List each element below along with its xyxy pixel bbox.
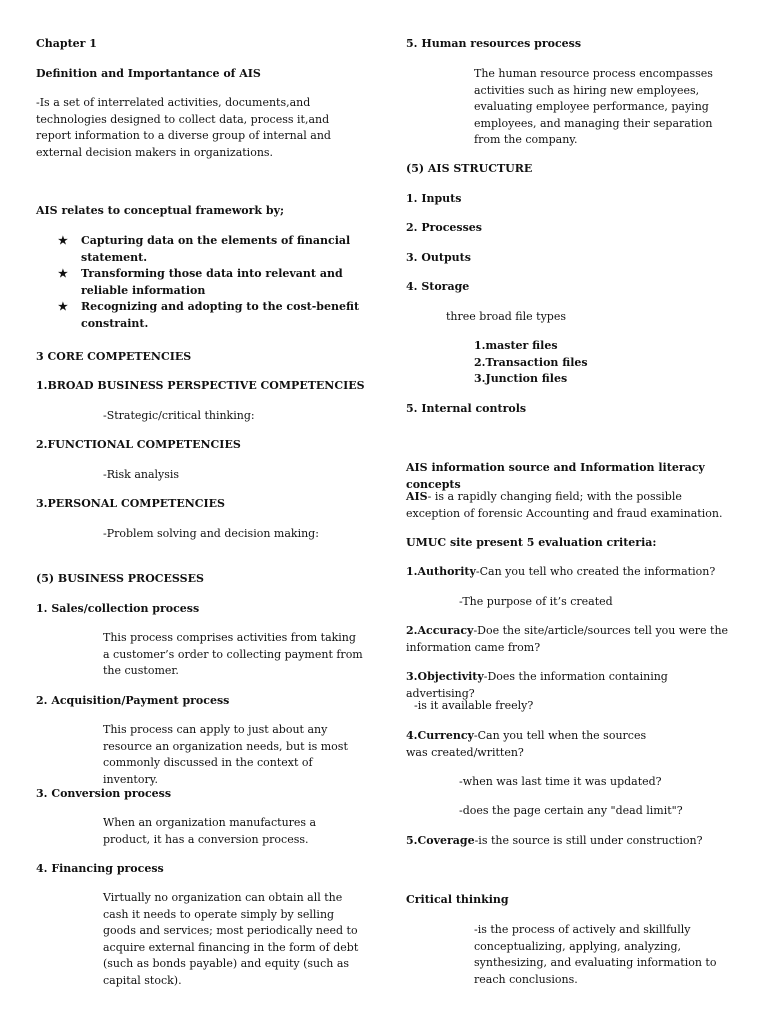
file-types-list bbox=[474, 338, 588, 388]
structure-item-internal-controls: 5. Internal controls bbox=[406, 402, 527, 415]
structure-item-processes: 2. Processes bbox=[406, 221, 482, 234]
critical-thinking-heading: Critical thinking bbox=[406, 893, 509, 906]
ais-definition: AIS- is a rapidly changing field; with the possible exception of forensic Accounting and fraud examination. bbox=[406, 490, 723, 520]
star-bullet-icon: ★ bbox=[58, 267, 68, 280]
competency-3-heading: 3.PERSONAL COMPETENCIES bbox=[36, 497, 225, 510]
process-4-heading: 4. Financing process bbox=[36, 862, 164, 875]
umuc-criteria-heading: UMUC site present 5 evaluation criteria: bbox=[406, 536, 657, 549]
framework-heading: AIS relates to conceptual framework by; bbox=[36, 204, 285, 217]
criterion-authority-detail: -The purpose of it’s created bbox=[459, 595, 613, 608]
criterion-accuracy: 2.Accuracy-Doe the site/article/sources tell you were the information came from? bbox=[406, 624, 729, 654]
process-3-text: When an organization manufactures a product, it has a conversion process. bbox=[103, 816, 317, 846]
process-1-heading: 1. Sales/collection process bbox=[36, 602, 200, 615]
structure-item-outputs: 3. Outputs bbox=[406, 251, 471, 264]
competency-3-detail: -Problem solving and decision making: bbox=[103, 527, 319, 540]
structure-item-storage: 4. Storage bbox=[406, 280, 470, 293]
competency-2-detail: -Risk analysis bbox=[103, 468, 180, 481]
criterion-currency: 4.Currency-Can you tell when the sources was created/written? bbox=[406, 729, 647, 759]
competency-2-heading: 2.FUNCTIONAL COMPETENCIES bbox=[36, 438, 241, 451]
process-1-text: This process comprises activities from taking a customer’s order to collecting payment from the customer. bbox=[103, 631, 363, 677]
competency-1-detail: -Strategic/critical thinking: bbox=[103, 409, 255, 422]
chapter-title: Chapter 1 bbox=[36, 37, 97, 50]
definition-text: -Is a set of interrelated activities, documents,and technologies designed to collect data, process it,and report information to a diverse group of internal and external decision makers in organizations. bbox=[36, 96, 331, 159]
framework-item: ★ Recognizing and adopting to the cost-benefit constraint. bbox=[58, 300, 360, 330]
file-type-item: 1.master files bbox=[474, 339, 558, 352]
criterion-currency-detail-2: -does the page certain any "dead limit"? bbox=[459, 804, 683, 817]
criterion-currency-detail-1: -when was last time it was updated? bbox=[459, 775, 662, 788]
criterion-authority: 1.Authority-Can you tell who created the information? bbox=[406, 565, 716, 578]
criterion-objectivity-detail: -is it available freely? bbox=[414, 699, 534, 712]
structure-item-inputs: 1. Inputs bbox=[406, 192, 462, 205]
file-type-item: 2.Transaction files bbox=[474, 355, 588, 369]
process-2-text: This process can apply to just about any resource an organization needs, but is most commonly discussed in the context of inventory. bbox=[103, 723, 348, 786]
definition-heading: Definition and Importantance of AIS bbox=[36, 67, 261, 80]
process-5-heading: 5. Human resources process bbox=[406, 37, 582, 50]
criterion-coverage: 5.Coverage-is the source is still under construction? bbox=[406, 834, 703, 847]
star-bullet-icon: ★ bbox=[58, 300, 68, 313]
framework-item: ★ Capturing data on the elements of financial statement. bbox=[58, 234, 351, 264]
critical-thinking-text: -is the process of actively and skillfully conceptualizing, applying, analyzing, synthesizing, and evaluating information to reach conclusions. bbox=[474, 923, 717, 986]
framework-item: ★ Transforming those data into relevant and reliable information bbox=[58, 267, 343, 297]
criterion-objectivity: 3.Objectivity-Does the information containing advertising? bbox=[406, 670, 668, 700]
process-4-text: Virtually no organization can obtain all the cash it needs to operate simply by selling goods and services; most periodically need to acquire external financing in the form of debt (such as bonds payable) and equity (such as capital stock). bbox=[103, 891, 359, 987]
star-bullet-icon: ★ bbox=[58, 234, 68, 247]
process-2-heading: 2. Acquisition/Payment process bbox=[36, 694, 230, 707]
core-competencies-heading: 3 CORE COMPETENCIES bbox=[36, 350, 192, 363]
process-5-text: The human resource process encompasses activities such as hiring new employees, evaluating employee performance, paying employees, and managing their separation from the company. bbox=[474, 67, 713, 146]
info-literacy-heading: AIS information source and Information literacy concepts bbox=[406, 461, 705, 491]
business-processes-heading: (5) BUSINESS PROCESSES bbox=[36, 572, 204, 585]
process-3-heading: 3. Conversion process bbox=[36, 787, 172, 800]
file-type-item: 3.Junction files bbox=[474, 372, 568, 385]
framework-list bbox=[36, 233, 372, 332]
file-types-intro: three broad file types bbox=[446, 310, 566, 323]
ais-structure-heading: (5) AIS STRUCTURE bbox=[406, 162, 533, 175]
competency-1-heading: 1.BROAD BUSINESS PERSPECTIVE COMPETENCIES bbox=[36, 379, 365, 392]
